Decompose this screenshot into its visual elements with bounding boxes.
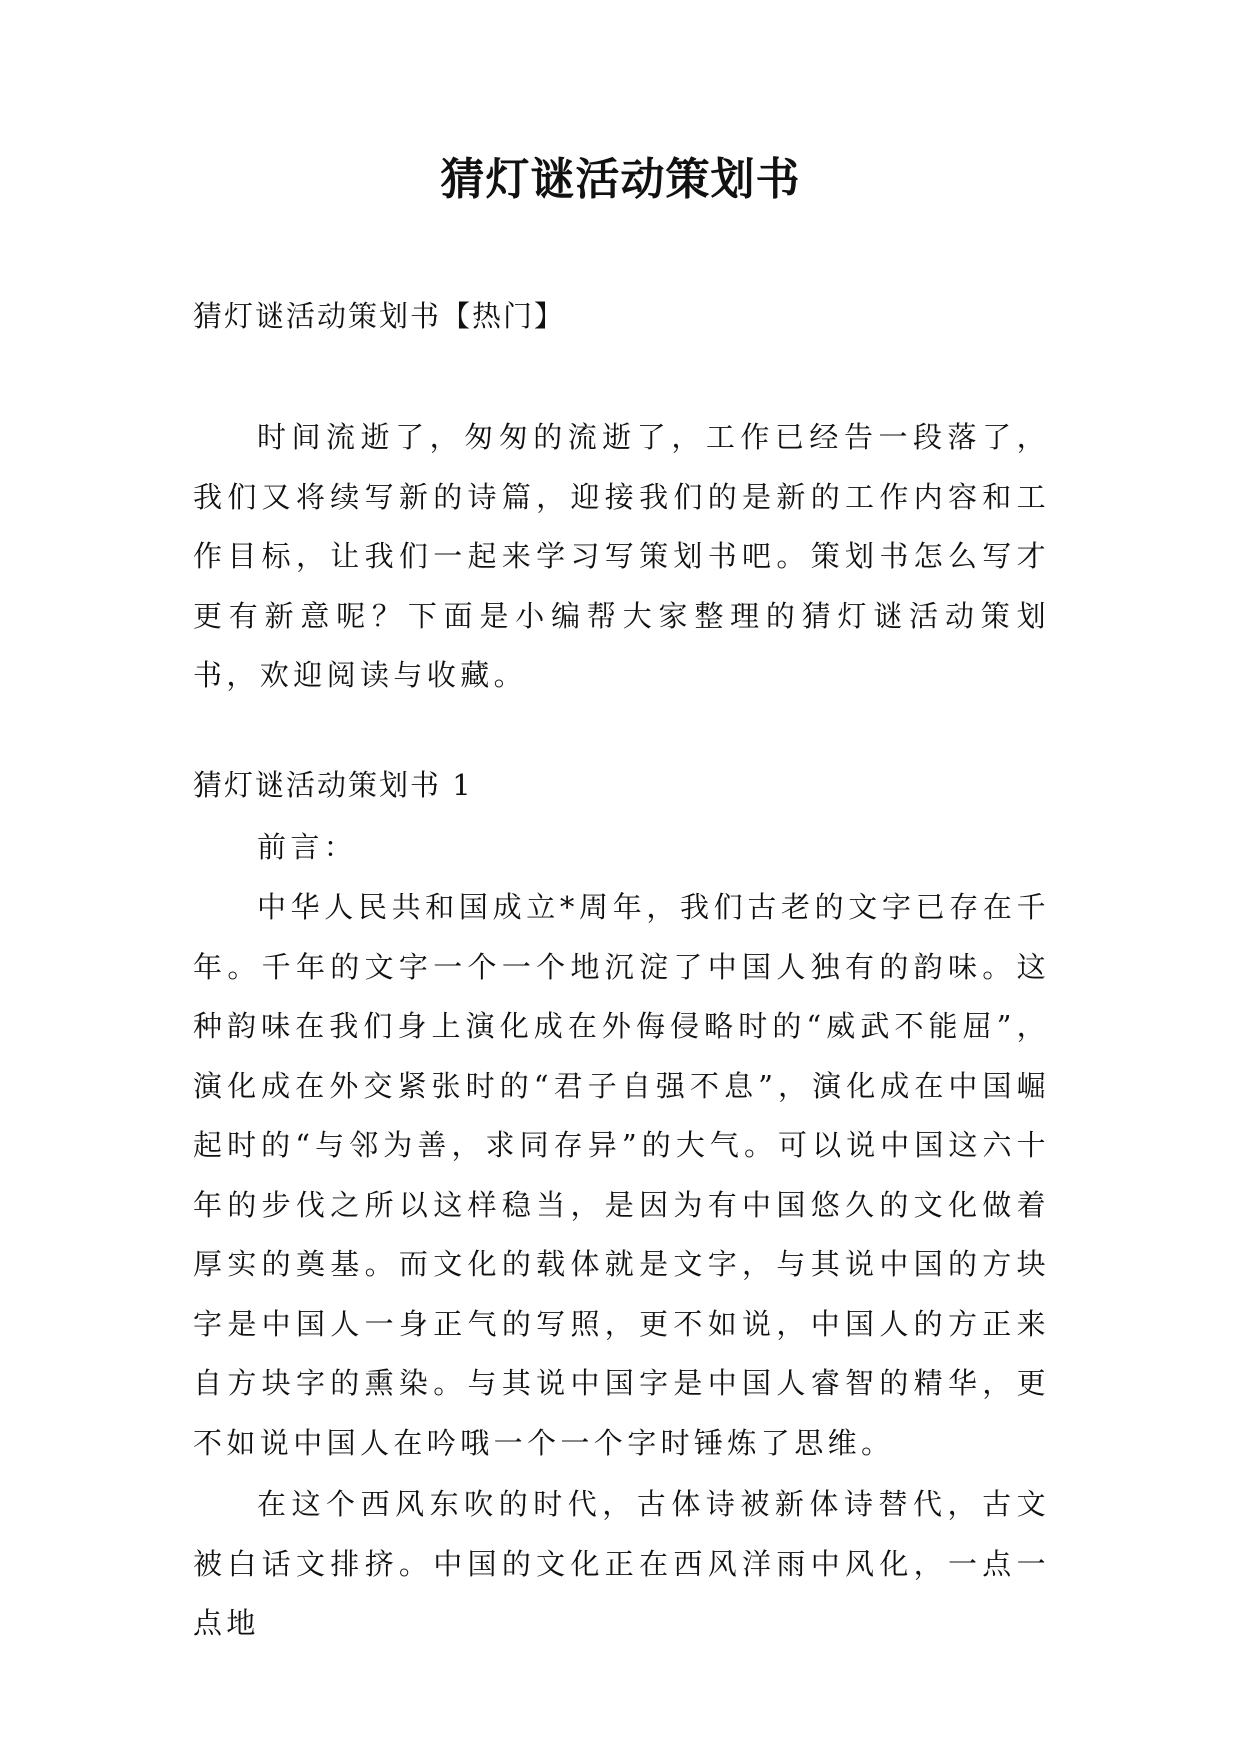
preface-label: 前言： — [257, 830, 358, 864]
body-paragraph-1: 中华人民共和国成立*周年，我们古老的文字已存在千年。千年的文字一个一个地沉淀了中国人独有的韵味。这种韵味在我们身上演化成在外侮侵略时的“威武不能屈”，演化成在外交紧张时的“君子自强不息”，演化成在中国崛起时的“与邻为善，求同存异”的大气。可以说中国这六十年的步伐之所以这样稳当，是因为有中国悠久的文化做着厚实的奠基。而文化的载体就是文字，与其说中国的方块字是中国人一身正气的写照，更不如说，中国人的方正来自方块字的熏染。与其说中国字是中国人睿智的精华，更不如说中国人在吟哦一个一个字时锤炼了思维。 — [193, 890, 1050, 1460]
document-title: 猜灯谜活动策划书 — [440, 154, 801, 205]
body-paragraph-2: 在这个西风东吹的时代，古体诗被新体诗替代，古文被白话文排挤。中国的文化正在西风洋雨中风化，一点一点地 — [193, 1487, 1050, 1640]
document-subtitle: 猜灯谜活动策划书【热门】 — [193, 299, 566, 333]
section-heading: 猜灯谜活动策划书 1 — [193, 768, 473, 802]
intro-paragraph: 时间流逝了，匆匆的流逝了，工作已经告一段落了，我们又将续写新的诗篇，迎接我们的是新的工作内容和工作目标，让我们一起来学习写策划书吧。策划书怎么写才更有新意呢？下面是小编帮大家整理的猜灯谜活动策划书，欢迎阅读与收藏。 — [193, 420, 1050, 692]
